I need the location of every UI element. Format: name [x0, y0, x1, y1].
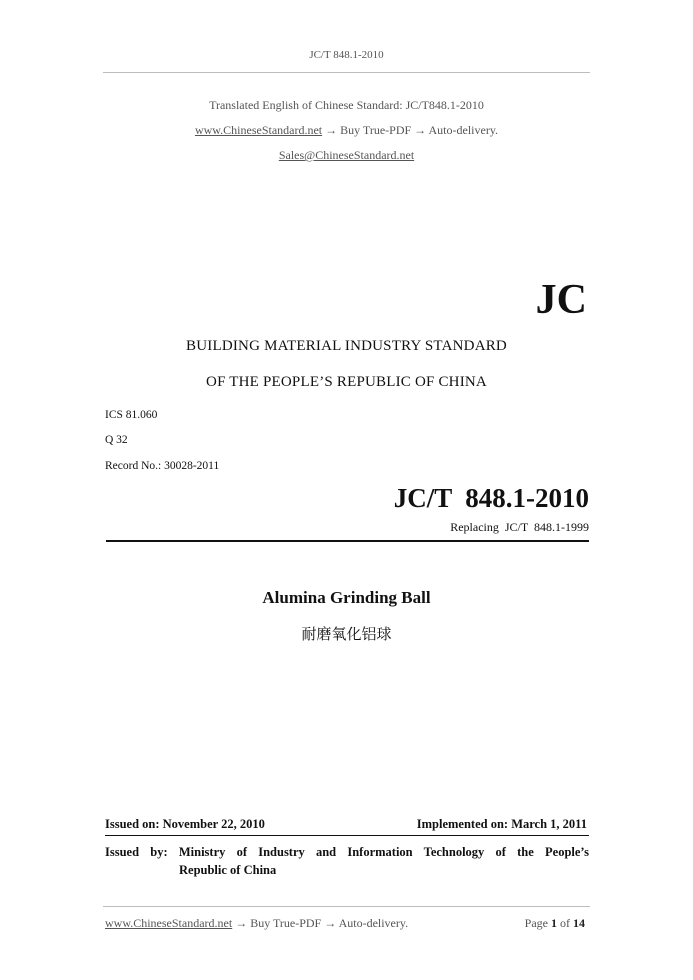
issue-divider [105, 835, 589, 836]
email-line [0, 148, 693, 163]
promo-text: → Buy True-PDF → Auto-delivery. [322, 123, 499, 137]
page-of-label: of [560, 916, 570, 930]
header-divider [103, 72, 590, 73]
issued-on-date: Issued on: November 22, 2010 [105, 817, 265, 831]
page-current: 1 [551, 916, 557, 930]
running-header: JC/T 848.1-2010 [309, 49, 384, 61]
standard-number: JC/T 848.1-2010 [393, 483, 589, 513]
page-number [525, 916, 585, 931]
page-total: 14 [573, 916, 585, 930]
implemented-on-date: Implemented on: March 1, 2011 [416, 817, 587, 831]
standard-country-title: OF THE PEOPLE’S REPUBLIC OF CHINA [206, 374, 487, 390]
footer-promo-text: → Buy True-PDF → Auto-delivery. [232, 916, 409, 930]
promo-line [0, 123, 693, 138]
document-title-english: Alumina Grinding Ball [262, 588, 431, 607]
ics-code: ICS 81.060 [105, 409, 158, 421]
standard-category-title: BUILDING MATERIAL INDUSTRY STANDARD [186, 338, 507, 354]
footer-divider [103, 906, 590, 907]
footer-promo [105, 916, 408, 931]
issuing-authority-line1: Issued by: Ministry of Industry and Information Technology of the People’s [105, 845, 589, 859]
issuing-authority-line2: Republic of China [179, 863, 277, 877]
page-label: Page [524, 916, 548, 930]
replacing-standard: Replacing JC/T 848.1-1999 [450, 520, 589, 534]
translation-notice: Translated English of Chinese Standard: JC/T848.1-2010 [209, 98, 484, 112]
footer-website-link[interactable]: www.ChineseStandard.net [105, 916, 233, 930]
ccs-code: Q 32 [105, 434, 128, 446]
standard-number-divider [106, 540, 589, 542]
issuing-authority [105, 843, 589, 879]
record-number: Record No.: 30028-2011 [105, 460, 220, 472]
document-title-chinese: 耐磨氧化铝球 [301, 625, 392, 643]
sales-email-link[interactable]: Sales@ChineseStandard.net [278, 148, 415, 162]
jc-logo: JC [535, 277, 587, 323]
website-link[interactable]: www.ChineseStandard.net [194, 123, 323, 137]
